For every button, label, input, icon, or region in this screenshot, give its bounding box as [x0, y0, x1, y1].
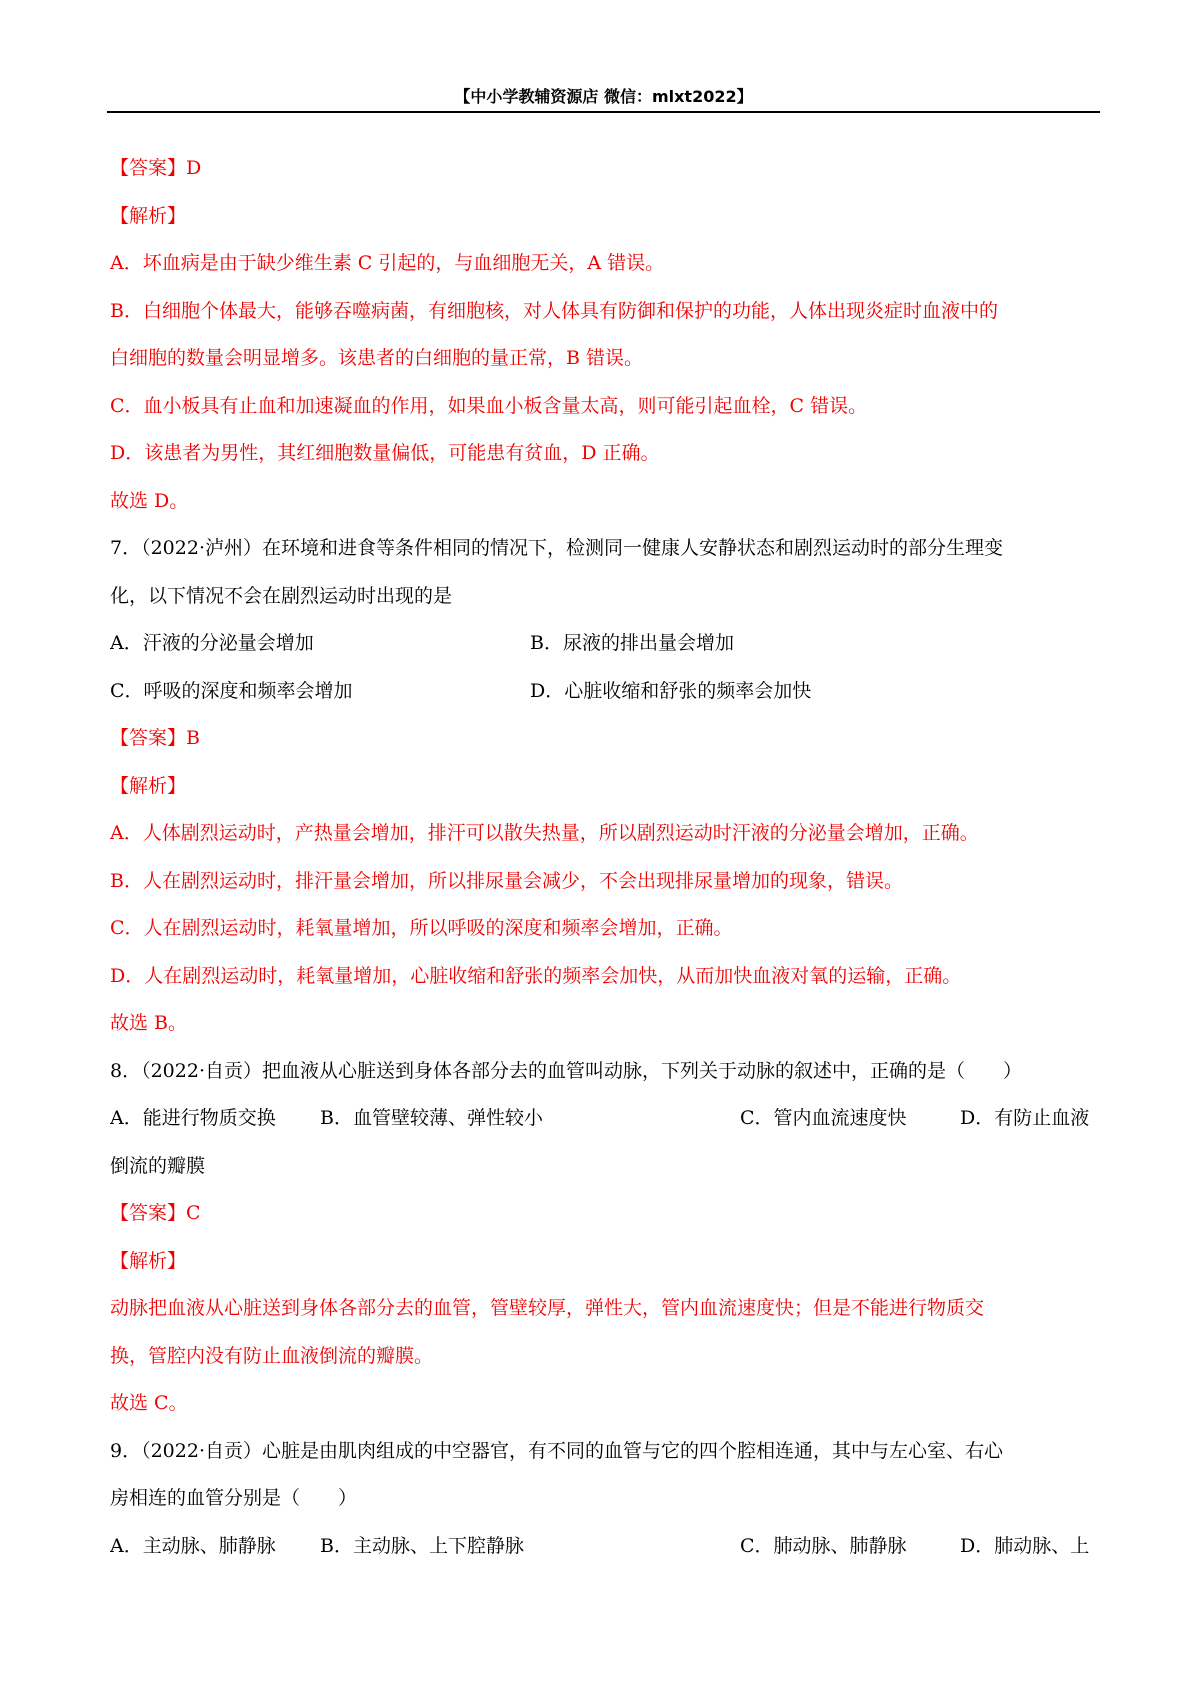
q8-analysis-label: 【解析】	[110, 1249, 187, 1272]
q6-analysis-b-cont: 白细胞的数量会明显增多。该患者的白细胞的量正常，B 错误。	[110, 347, 644, 369]
page-header: 【中小学教辅资源店 微信：mlxt2022】	[454, 87, 753, 106]
q9-stem-line-2: 房相连的血管分别是（ ）	[110, 1487, 358, 1509]
q9-stem-line-1: 9．（2022·自贡）心脏是由肌肉组成的中空器官，有不同的血管与它的四个腔相连通，其中与左心室、右心	[110, 1439, 1003, 1462]
q7-stem-line-2: 化，以下情况不会在剧烈运动时出现的是	[110, 584, 453, 607]
header-divider	[107, 111, 1100, 113]
q7-conclusion: 故选 B。	[110, 1012, 188, 1034]
q7-option-d: D．心脏收缩和舒张的频率会加快	[530, 679, 812, 702]
q8-option-b: B．血管壁较薄、弹性较小	[320, 1107, 543, 1129]
q6-analysis-b: B．白细胞个体最大，能够吞噬病菌，有细胞核，对人体具有防御和保护的功能，人体出现炎症时血液中的	[110, 299, 998, 322]
q9-option-b: B．主动脉、上下腔静脉	[320, 1534, 524, 1557]
q8-option-c: C．管内血流速度快	[740, 1107, 907, 1129]
q9-option-d: D．肺动脉、上	[960, 1534, 1090, 1557]
q6-conclusion: 故选 D。	[110, 489, 189, 512]
q7-answer: 【答案】B	[110, 727, 200, 749]
q8-option-d-cont: 倒流的瓣膜	[110, 1154, 206, 1177]
q7-options-row-1	[110, 620, 1100, 668]
document-body	[110, 145, 1100, 1570]
q6-analysis-a: A．坏血病是由于缺少维生素 C 引起的，与血细胞无关，A 错误。	[110, 252, 665, 274]
q9-option-a: A．主动脉、肺静脉	[110, 1534, 276, 1557]
q8-answer: 【答案】C	[110, 1202, 201, 1224]
q8-stem: 8．（2022·自贡）把血液从心脏送到身体各部分去的血管叫动脉，下列关于动脉的叙述中，正确的是（ ）	[110, 1059, 1022, 1082]
q7-option-c: C．呼吸的深度和频率会增加	[110, 679, 353, 702]
q8-options-row	[110, 1095, 1100, 1143]
q8-analysis-line-2: 换，管腔内没有防止血液倒流的瓣膜。	[110, 1344, 434, 1367]
q9-option-c: C．肺动脉、肺静脉	[740, 1534, 907, 1557]
q7-analysis-a: A．人体剧烈运动时，产热量会增加，排汗可以散失热量，所以剧烈运动时汗液的分泌量会增加，正确。	[110, 822, 979, 844]
q6-analysis-label: 【解析】	[110, 204, 187, 227]
q6-answer: 【答案】D	[110, 157, 202, 179]
q6-analysis-d: D．该患者为男性，其红细胞数量偏低，可能患有贫血，D 正确。	[110, 442, 660, 464]
q6-analysis-c: C．血小板具有止血和加速凝血的作用，如果血小板含量太高，则可能引起血栓，C 错误。	[110, 394, 868, 417]
q8-option-d: D．有防止血液	[960, 1107, 1090, 1129]
q7-option-b: B．尿液的排出量会增加	[530, 632, 734, 654]
q8-option-a: A．能进行物质交换	[110, 1107, 276, 1129]
q8-analysis-line-1: 动脉把血液从心脏送到身体各部分去的血管，管壁较厚，弹性大，管内血流速度快；但是不能进行物质交	[110, 1297, 985, 1319]
q8-conclusion: 故选 C。	[110, 1392, 188, 1414]
q7-options-row-2	[110, 668, 1100, 716]
q7-option-a: A．汗液的分泌量会增加	[110, 632, 314, 654]
q7-stem-line-1: 7．（2022·泸州）在环境和进食等条件相同的情况下，检测同一健康人安静状态和剧烈运动时的部分生理变	[110, 537, 1003, 559]
q7-analysis-label: 【解析】	[110, 774, 187, 797]
q7-analysis-c: C．人在剧烈运动时，耗氧量增加，所以呼吸的深度和频率会增加，正确。	[110, 917, 733, 939]
q7-analysis-d: D．人在剧烈运动时，耗氧量增加，心脏收缩和舒张的频率会加快，从而加快血液对氧的运输，正确。	[110, 964, 962, 987]
q9-options-row	[110, 1523, 1100, 1571]
q7-analysis-b: B．人在剧烈运动时，排汗量会增加，所以排尿量会减少，不会出现排尿量增加的现象，错误。	[110, 869, 903, 892]
